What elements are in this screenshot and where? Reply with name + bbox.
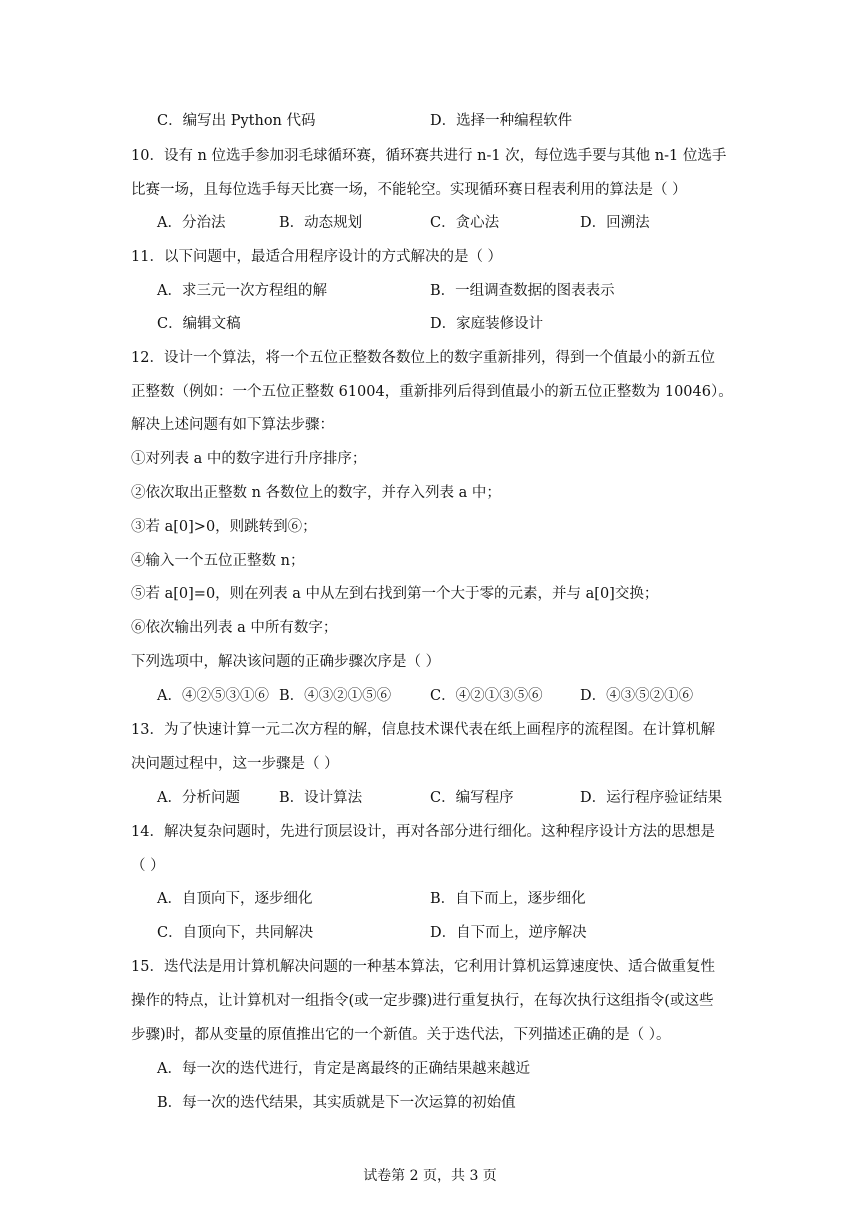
q9-option-c: C．编写出 Python 代码 <box>157 113 316 129</box>
q12-stem-line-3: 解决上述问题有如下算法步骤： <box>131 417 334 433</box>
q12-step-2: ②依次取出正整数 n 各数位上的数字，并存入列表 a 中； <box>131 485 501 501</box>
q10-option-b: B．动态规划 <box>279 215 363 231</box>
q10-option-d: D．回溯法 <box>580 215 650 231</box>
q10-option-c: C．贪心法 <box>430 215 500 231</box>
q12-stem-line-2: 正整数（例如：一个五位正整数 61004，重新排列后得到值最小的新五位正整数为 10046）。 <box>131 384 733 400</box>
q15-stem-line-1: 15．迭代法是用计算机解决问题的一种基本算法，它利用计算机运算速度快、适合做重复性 <box>131 959 715 975</box>
q10-stem-line-1: 10．设有 n 位选手参加羽毛球循环赛，循环赛共进行 n-1 次，每位选手要与其他 n-1 位选手 <box>131 148 727 164</box>
q12-step-1: ①对列表 a 中的数字进行升序排序； <box>131 451 367 467</box>
q12-option-c: C．④②①③⑤⑥ <box>430 688 543 704</box>
page-footer: 试卷第 2 页，共 3 页 <box>363 1168 497 1184</box>
q12-stem-line-1: 12．设计一个算法，将一个五位正整数各数位上的数字重新排列，得到一个值最小的新五位 <box>131 350 715 366</box>
q13-option-c: C．编写程序 <box>430 790 514 806</box>
q11-option-a: A．求三元一次方程组的解 <box>157 283 327 299</box>
q14-stem-line-2: （ ） <box>131 858 165 874</box>
q13-option-d: D．运行程序验证结果 <box>580 790 723 806</box>
q12-question: 下列选项中，解决该问题的正确步骤次序是（ ） <box>131 654 441 670</box>
q12-step-4: ④输入一个五位正整数 n； <box>131 553 305 569</box>
q11-option-b: B．一组调查数据的图表表示 <box>430 283 615 299</box>
q11-stem-line-1: 11．以下问题中，最适合用程序设计的方式解决的是（ ） <box>131 249 503 265</box>
q13-option-b: B．设计算法 <box>279 790 363 806</box>
q12-step-5: ⑤若 a[0]=0，则在列表 a 中从左到右找到第一个大于零的元素，并与 a[0]交换； <box>131 586 659 602</box>
q11-option-d: D．家庭装修设计 <box>430 316 544 332</box>
q14-stem-line-1: 14．解决复杂问题时，先进行顶层设计，再对各部分进行细化。这种程序设计方法的思想是 <box>131 824 715 840</box>
q15-option-a: A．每一次的迭代进行，肯定是离最终的正确结果越来越近 <box>157 1061 530 1077</box>
q13-option-a: A．分析问题 <box>157 790 240 806</box>
q12-option-b: B．④③②①⑤⑥ <box>279 688 392 704</box>
q14-option-d: D．自下而上，逆序解决 <box>430 925 587 941</box>
q10-stem-line-2: 比赛一场，且每位选手每天比赛一场，不能轮空。实现循环赛日程表利用的算法是（ ） <box>131 182 687 198</box>
q12-step-3: ③若 a[0]>0，则跳转到⑥； <box>131 519 317 535</box>
q11-option-c: C．编辑文稿 <box>157 316 241 332</box>
q10-option-a: A．分治法 <box>157 215 226 231</box>
q13-stem-line-1: 13．为了快速计算一元二次方程的解，信息技术课代表在纸上画程序的流程图。在计算机解 <box>131 722 715 738</box>
q14-option-b: B．自下而上，逐步细化 <box>430 891 586 907</box>
q9-option-d: D．选择一种编程软件 <box>430 113 573 129</box>
q14-option-c: C．自顶向下，共同解决 <box>157 925 314 941</box>
q15-stem-line-3: 步骤)时，都从变量的原值推出它的一个新值。关于迭代法，下列描述正确的是（ ）。 <box>131 1027 671 1043</box>
q14-option-a: A．自顶向下，逐步细化 <box>157 891 313 907</box>
q12-option-d: D．④③⑤②①⑥ <box>580 688 694 704</box>
q12-option-a: A．④②⑤③①⑥ <box>157 688 269 704</box>
q15-stem-line-2: 操作的特点，让计算机对一组指令(或一定步骤)进行重复执行，在每次执行这组指令(或这些 <box>131 993 714 1009</box>
q15-option-b: B．每一次的迭代结果，其实质就是下一次运算的初始值 <box>157 1095 516 1111</box>
q13-stem-line-2: 决问题过程中，这一步骤是（ ） <box>131 756 339 772</box>
q12-step-6: ⑥依次输出列表 a 中所有数字； <box>131 620 338 636</box>
